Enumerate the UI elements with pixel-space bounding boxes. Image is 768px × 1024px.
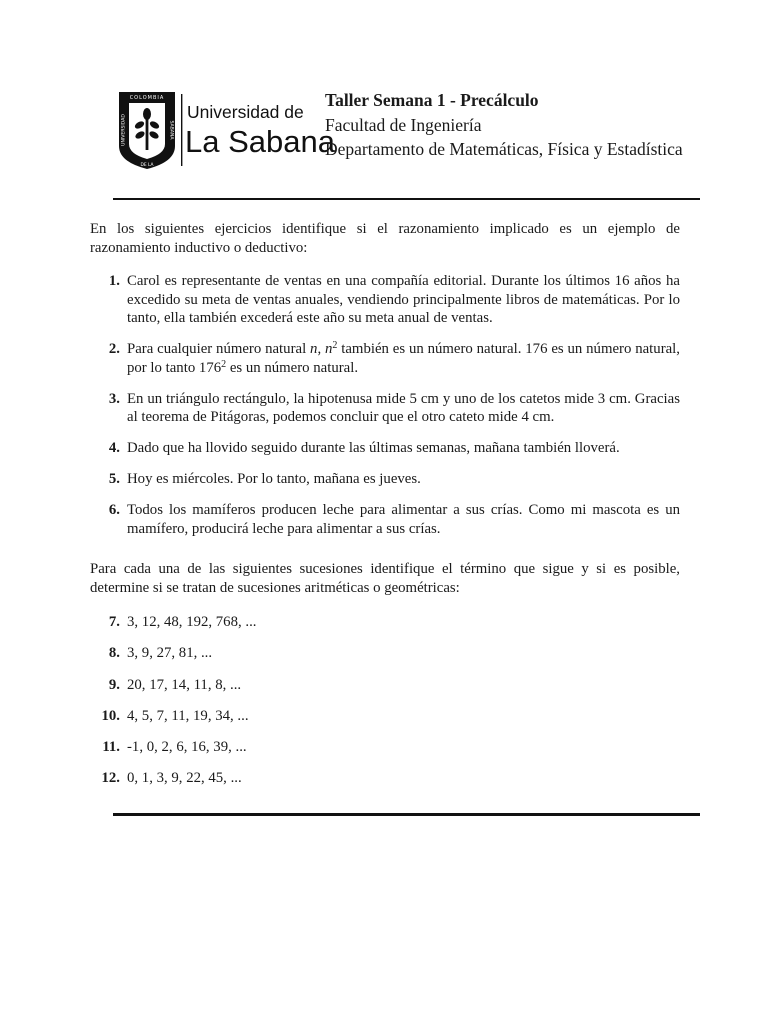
svg-text:SABANA: SABANA: [168, 120, 174, 140]
list-item: [90, 501, 680, 538]
item-text: En un triángulo rectángulo, la hipotenusa mide 5 cm y uno de los catetos mide 3 cm. Gracias al teorema de Pitágoras, podemos concluir que el otro cateto mide 4 cm.: [127, 390, 680, 425]
item-number: 1.: [108, 273, 120, 289]
item-number: 12.: [101, 770, 120, 787]
list-item: [90, 707, 680, 726]
list-item: [90, 613, 680, 632]
item-number: 11.: [102, 739, 120, 756]
sabana-seal-icon: [117, 90, 335, 170]
item-number: 3.: [108, 390, 120, 407]
section2-intro: Para cada una de las siguientes sucesiones identifique el término que sigue y si es posible, determine si se tratan de sucesiones aritméticas o geométricas:: [90, 561, 680, 596]
item-text: Hoy es miércoles. Por lo tanto, mañana es jueves.: [127, 471, 421, 487]
list-item: [90, 340, 680, 377]
item-text: 0, 1, 3, 9, 22, 45, ...: [127, 770, 242, 787]
item-text: 4, 5, 7, 11, 19, 34, ...: [127, 707, 249, 724]
svg-text:La Sabana: La Sabana: [185, 124, 335, 159]
faculty-name: Facultad de Ingeniería: [325, 114, 482, 135]
list-item: [90, 470, 680, 489]
item-number: 2.: [108, 341, 120, 357]
document-header: [325, 88, 685, 162]
math-variable: n: [325, 341, 333, 357]
item-number: 5.: [108, 471, 120, 487]
list-item: [90, 439, 680, 458]
item-text: 20, 17, 14, 11, 8, ...: [127, 676, 242, 693]
svg-text:COLOMBIA: COLOMBIA: [129, 95, 165, 101]
item-number: 8.: [108, 645, 120, 662]
item-text: -1, 0, 2, 6, 16, 39, ...: [127, 739, 247, 756]
item-text: 3, 12, 48, 192, 768, ...: [127, 614, 257, 630]
item-number: 4.: [108, 440, 120, 456]
item-text: Para cualquier número natural n, $n^2$ también es un número natural. 176 es un número natural, por lo tanto $176^2$ es un número natural.: [127, 340, 680, 376]
university-logo: [117, 90, 335, 170]
list-item: [90, 769, 680, 788]
list-item: [90, 738, 680, 757]
list-item: [90, 676, 680, 695]
exponent: 2: [332, 340, 338, 351]
department-name: Departamento de Matemáticas, Física y Estadística: [325, 139, 683, 159]
item-text: Dado que ha llovido seguido durante las últimas semanas, mañana también lloverá.: [127, 440, 620, 456]
sequence-exercise-list: [90, 613, 680, 801]
list-item: [90, 272, 680, 328]
header-divider: [113, 198, 700, 200]
list-item: [90, 644, 680, 663]
item-number: 9.: [108, 676, 120, 693]
item-text: Carol es representante de ventas en una compañía editorial. Durante los últimos 16 años ha excedido su meta de ventas anuales, vendiendo principalmente libros de matemáticas. Por lo tanto, ella también excederá este año su meta anual de ventas.: [127, 273, 680, 326]
item-number: 6.: [108, 502, 120, 518]
svg-text:Universidad de: Universidad de: [187, 102, 304, 122]
math-variable: n: [310, 341, 318, 357]
section1-intro: En los siguientes ejercicios identifique si el razonamiento implicado es un ejemplo de razonamiento inductivo o deductivo:: [90, 221, 680, 256]
reasoning-exercise-list: [90, 272, 680, 551]
item-text: Todos los mamíferos producen leche para alimentar a sus crías. Como mi mascota es un mamífero, producirá leche para alimentar a sus crías.: [127, 502, 680, 537]
footer-divider: [113, 813, 700, 816]
svg-text:UNIVERSIDAD: UNIVERSIDAD: [121, 114, 127, 146]
item-text: 3, 9, 27, 81, ...: [127, 645, 213, 662]
exponent: 2: [221, 358, 227, 370]
item-number: 7.: [108, 614, 120, 630]
document-title: Taller Semana 1 - Precálculo: [325, 90, 539, 110]
svg-text:DE LA: DE LA: [140, 163, 154, 168]
list-item: [90, 390, 680, 427]
item-number: 10.: [101, 707, 120, 724]
